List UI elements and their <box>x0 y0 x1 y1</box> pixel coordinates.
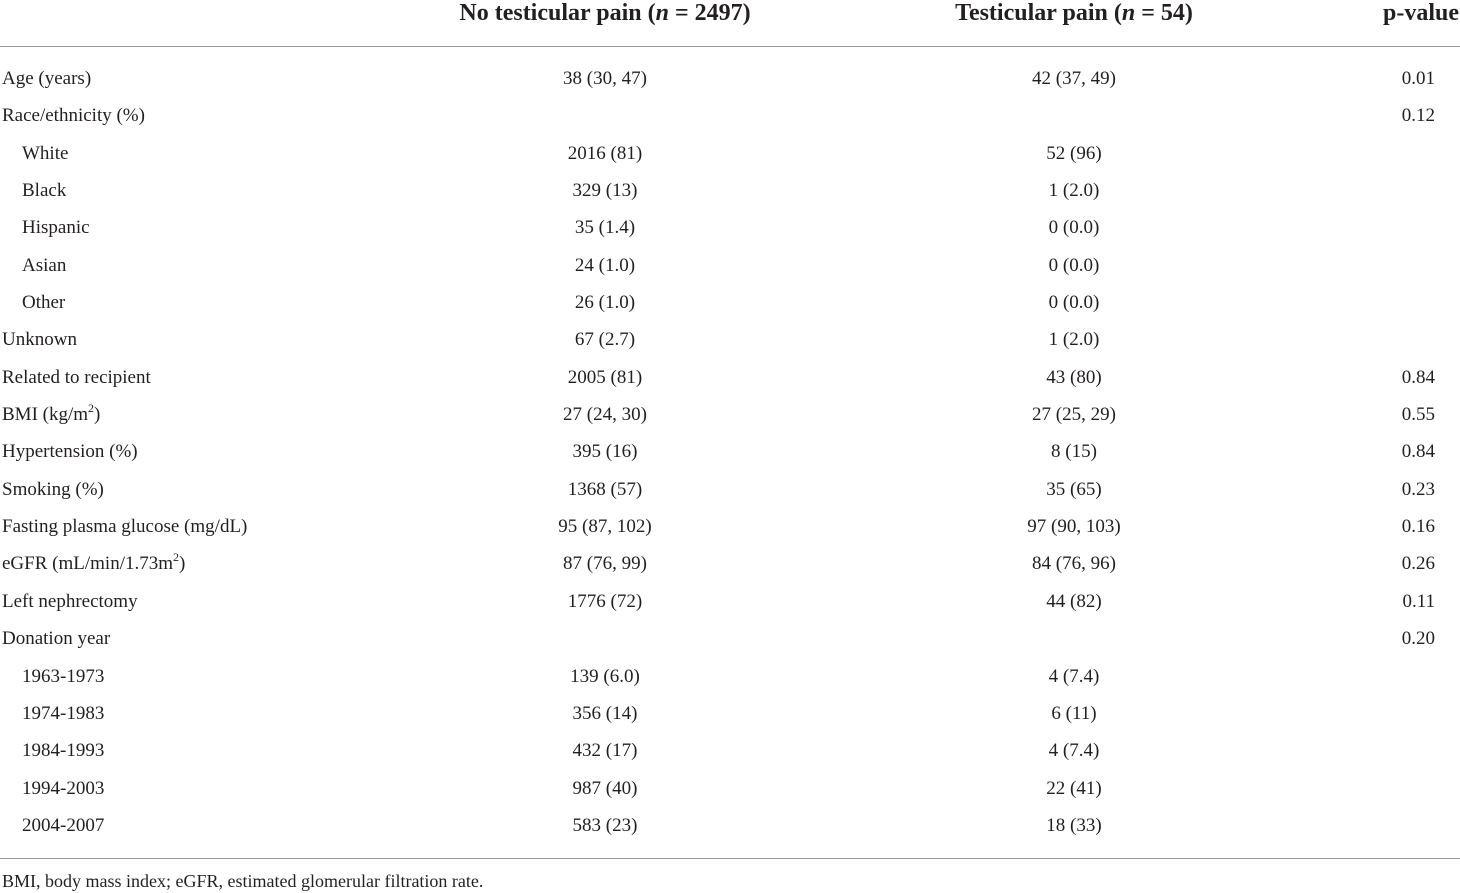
row-label <box>2 620 110 657</box>
row-label <box>22 284 65 321</box>
table-header <box>0 0 1460 28</box>
cell-no-pain: 67 (2.7) <box>574 329 636 351</box>
row-label <box>22 770 104 807</box>
cell-pain: 6 (11) <box>1051 702 1097 724</box>
row-label-text: 2004-2007 <box>22 814 105 836</box>
header-pain <box>955 0 1193 26</box>
cell-no-pain: 26 (1.0) <box>574 292 636 314</box>
row-label <box>22 658 104 695</box>
cell-pain: 0 (0.0) <box>1048 292 1100 314</box>
cell-p-value: 0.55 <box>1401 404 1435 426</box>
table-row <box>0 433 1460 470</box>
row-label-text: Donation year <box>2 628 111 650</box>
table-footnote: BMI, body mass index; eGFR, estimated glomerular filtration rate. <box>2 871 484 891</box>
row-label-text: eGFR (mL/min/1.73m <box>2 553 173 575</box>
table-body <box>0 60 1460 844</box>
header-rule <box>0 46 1460 47</box>
table-row <box>0 620 1460 657</box>
table-row <box>0 135 1460 172</box>
cell-no-pain: 583 (23) <box>572 814 638 836</box>
row-label <box>2 60 91 97</box>
table-row <box>0 732 1460 769</box>
row-label-text: Unknown <box>2 329 77 351</box>
table-row <box>0 97 1460 134</box>
row-label <box>22 209 90 246</box>
row-label <box>2 471 104 508</box>
cell-pain: 27 (25, 29) <box>1032 404 1116 426</box>
table-row <box>0 209 1460 246</box>
row-label-suffix: ) <box>94 404 101 426</box>
header-no-pain <box>459 0 750 26</box>
cell-pain: 84 (76, 96) <box>1032 553 1116 575</box>
header-pain-n: n <box>1121 0 1136 26</box>
header-p-value: p-value <box>1382 0 1459 26</box>
header-pain-label: Testicular pain ( <box>955 0 1122 26</box>
row-label-text: Hypertension (%) <box>2 441 138 463</box>
cell-pain: 42 (37, 49) <box>1032 68 1116 89</box>
cell-no-pain: 139 (6.0) <box>570 665 640 687</box>
row-label-suffix: ) <box>179 553 186 575</box>
cell-no-pain: 2005 (81) <box>567 366 643 388</box>
cell-no-pain: 1368 (57) <box>567 478 643 500</box>
row-label <box>2 321 77 358</box>
row-label-text: Smoking (%) <box>2 478 104 500</box>
table-row <box>0 172 1460 209</box>
cell-no-pain: 87 (76, 99) <box>563 553 647 575</box>
header-pain-count: = 54) <box>1135 0 1193 26</box>
table-row <box>0 60 1460 97</box>
table-row <box>0 508 1460 545</box>
cell-pain: 4 (7.4) <box>1048 665 1100 687</box>
cell-pain: 1 (2.0) <box>1048 329 1100 351</box>
cell-p-value: 0.11 <box>1402 590 1435 612</box>
row-label <box>2 359 151 396</box>
cell-p-value: 0.23 <box>1401 478 1435 500</box>
table-row <box>0 471 1460 508</box>
row-label <box>22 695 104 732</box>
cell-pain: 18 (33) <box>1046 814 1102 836</box>
cell-no-pain: 27 (24, 30) <box>563 404 647 426</box>
table-row <box>0 658 1460 695</box>
row-label <box>2 508 247 545</box>
cell-pain: 1 (2.0) <box>1048 180 1100 202</box>
table-row <box>0 770 1460 807</box>
cell-pain: 8 (15) <box>1051 441 1097 463</box>
table-row <box>0 247 1460 284</box>
cell-no-pain: 395 (16) <box>572 441 638 463</box>
row-label-text: Black <box>22 180 67 202</box>
table-row <box>0 396 1460 433</box>
cell-no-pain: 356 (14) <box>572 702 638 724</box>
row-label-text: Age (years) <box>2 68 92 89</box>
row-label-text: 1994-2003 <box>22 777 105 799</box>
table-row <box>0 359 1460 396</box>
row-label-text: BMI (kg/m <box>2 404 89 426</box>
cell-no-pain: 95 (87, 102) <box>558 516 652 538</box>
cell-p-value: 0.26 <box>1401 553 1435 575</box>
header-no-pain-count: = 2497) <box>668 0 751 26</box>
row-label-text: Asian <box>22 254 67 276</box>
cell-no-pain: 432 (17) <box>572 740 638 762</box>
cell-pain: 97 (90, 103) <box>1027 516 1121 538</box>
row-label-superscript: 2 <box>173 550 179 565</box>
cell-p-value: 0.16 <box>1401 516 1435 538</box>
cell-pain: 22 (41) <box>1046 777 1102 799</box>
row-label-text: Fasting plasma glucose (mg/dL) <box>2 516 248 538</box>
row-label <box>2 433 138 470</box>
cell-no-pain: 2016 (81) <box>567 142 643 164</box>
row-label <box>22 172 66 209</box>
cell-no-pain: 987 (40) <box>572 777 638 799</box>
header-no-pain-n: n <box>655 0 669 26</box>
table-row <box>0 583 1460 620</box>
row-label <box>2 545 185 582</box>
row-label-text: Other <box>22 292 66 314</box>
row-label-text: 1963-1973 <box>22 665 105 687</box>
row-label-superscript: 2 <box>88 401 95 416</box>
footer-rule <box>0 858 1460 859</box>
header-no-pain-label: No testicular pain ( <box>459 0 656 26</box>
cell-pain: 35 (65) <box>1046 478 1102 500</box>
row-label <box>22 807 104 844</box>
row-label-text: 1974-1983 <box>22 702 105 724</box>
row-label-text: Left nephrectomy <box>2 590 138 612</box>
cell-no-pain: 329 (13) <box>572 180 638 202</box>
row-label-text: Hispanic <box>22 217 90 239</box>
row-label <box>22 732 104 769</box>
table-row <box>0 284 1460 321</box>
cell-pain: 0 (0.0) <box>1048 217 1100 239</box>
row-label-text: Related to recipient <box>2 366 151 388</box>
table-row <box>0 321 1460 358</box>
cell-p-value: 0.01 <box>1401 68 1435 89</box>
cell-no-pain: 38 (30, 47) <box>563 68 647 89</box>
table-row <box>0 695 1460 732</box>
cell-p-value: 0.20 <box>1401 628 1435 650</box>
table-row <box>0 545 1460 582</box>
row-label <box>2 97 145 134</box>
cell-p-value: 0.84 <box>1401 441 1435 463</box>
cell-p-value: 0.12 <box>1401 105 1435 127</box>
cell-pain: 4 (7.4) <box>1048 740 1100 762</box>
cell-pain: 43 (80) <box>1046 366 1102 388</box>
cell-no-pain: 24 (1.0) <box>574 254 636 276</box>
row-label <box>2 396 100 433</box>
cell-pain: 44 (82) <box>1046 590 1102 612</box>
row-label-text: Race/ethnicity (%) <box>2 105 145 127</box>
cell-p-value: 0.84 <box>1401 366 1435 388</box>
cell-no-pain: 35 (1.4) <box>574 217 636 239</box>
cell-pain: 0 (0.0) <box>1048 254 1100 276</box>
row-label <box>22 247 66 284</box>
row-label <box>2 583 138 620</box>
row-label-text: 1984-1993 <box>22 740 105 762</box>
cell-no-pain: 1776 (72) <box>567 590 643 612</box>
row-label-text: White <box>22 142 69 164</box>
table-row <box>0 807 1460 844</box>
row-label <box>22 135 68 172</box>
cell-pain: 52 (96) <box>1046 142 1102 164</box>
